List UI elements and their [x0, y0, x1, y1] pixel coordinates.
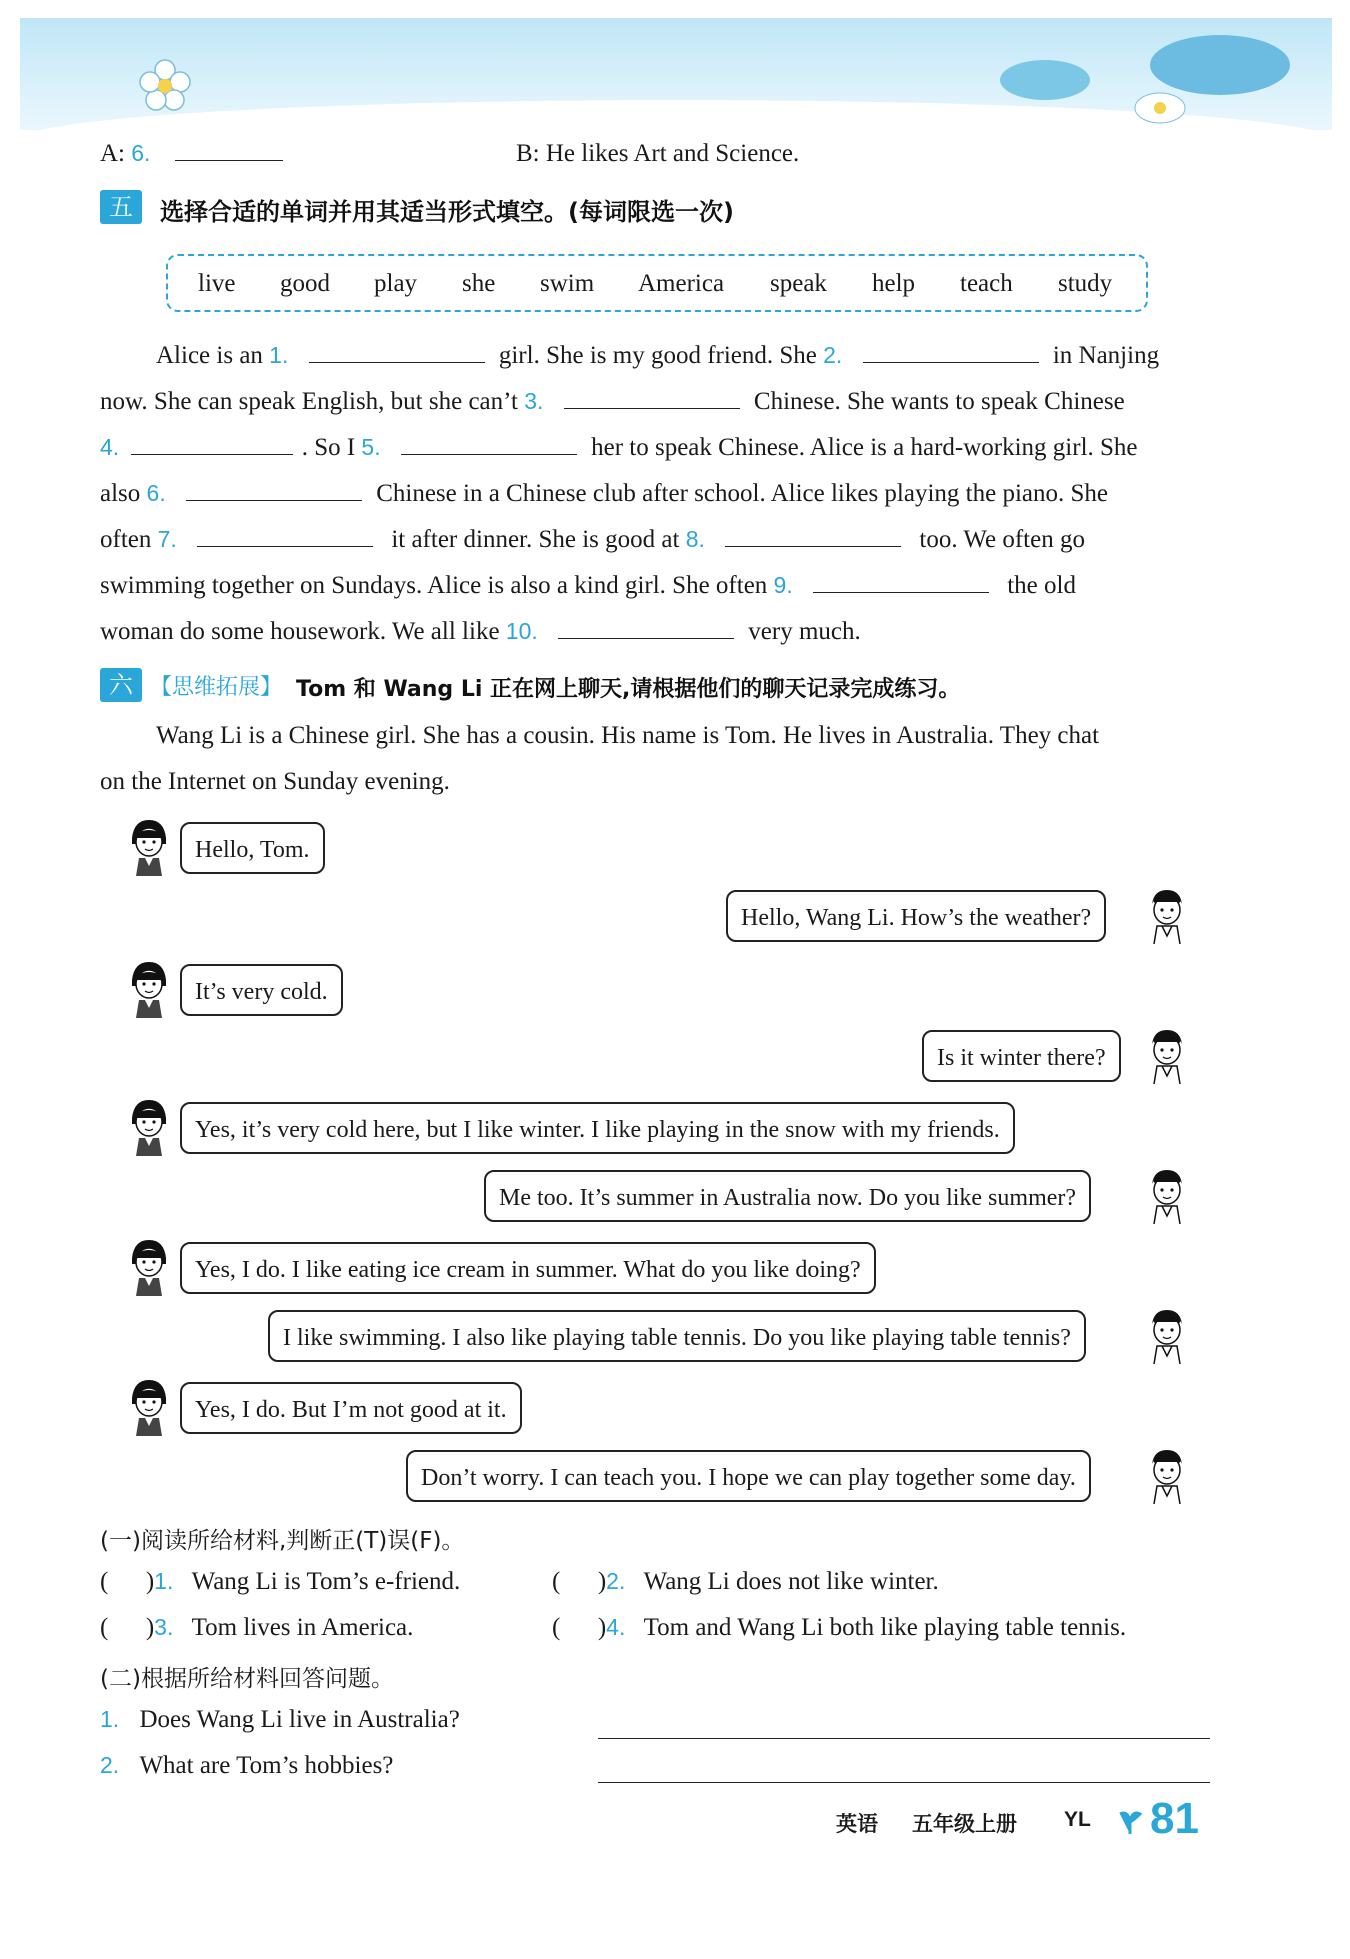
- fill-blank-1[interactable]: [309, 340, 485, 363]
- passage-text: very much.: [748, 618, 861, 645]
- tom-avatar-icon: [1144, 1306, 1190, 1364]
- flower-icon: [130, 50, 200, 120]
- item-text: Wang Li does not like winter.: [643, 1568, 939, 1595]
- passage-text: often: [100, 526, 152, 553]
- item-text: Does Wang Li live in Australia?: [139, 1706, 460, 1733]
- fill-blank-8[interactable]: [725, 524, 901, 547]
- passage-line-7: [100, 616, 861, 646]
- passage-text: Chinese in a Chinese club after school. Alice likes playing the piano. She: [376, 480, 1108, 507]
- page-number: 81: [1150, 1794, 1199, 1843]
- blank-number: 1.: [269, 342, 289, 368]
- passage-line-2: [100, 386, 1125, 416]
- passage-line-5: [100, 524, 1085, 554]
- part1-title: (一)阅读所给材料,判断正(T)误(F)。: [100, 1528, 465, 1554]
- footer-edition: YL: [1064, 1808, 1091, 1831]
- item-number: 1.: [100, 1706, 120, 1732]
- passage-line-3: [100, 432, 1138, 462]
- passage-line-1: [156, 340, 1159, 370]
- tf-item-4: [552, 1614, 1126, 1642]
- leaf-icon: [1118, 1810, 1142, 1836]
- section6-tag: 【思维拓展】: [150, 675, 283, 700]
- passage-text: Chinese. She wants to speak Chinese: [753, 388, 1125, 415]
- passage-text: her to speak Chinese. Alice is a hard-working girl. She: [591, 434, 1138, 461]
- word-bank-item: good: [280, 270, 330, 297]
- word-bank-item: live: [198, 270, 236, 297]
- item-number: 3.: [154, 1614, 174, 1640]
- passage-text: too. We often go: [919, 526, 1085, 553]
- footer-grade: 五年级上册: [912, 1812, 1017, 1836]
- chat-bubble-right: Hello, Wang Li. How’s the weather?: [726, 890, 1106, 942]
- passage-text: the old: [1007, 572, 1076, 599]
- blank-number: 4.: [100, 434, 120, 460]
- passage-text: now. She can speak English, but she can’t: [100, 388, 518, 415]
- passage-text: Alice is an: [156, 342, 263, 369]
- chat-bubble-left: It’s very cold.: [180, 964, 343, 1016]
- fill-blank-7[interactable]: [197, 524, 373, 547]
- item-number: 1.: [154, 1568, 174, 1594]
- q6-b-text: B: He likes Art and Science.: [516, 140, 800, 167]
- word-bank-item: teach: [960, 270, 1013, 297]
- section6-badge: 六: [100, 668, 142, 702]
- blank-number: 5.: [361, 434, 381, 460]
- item-number: 2.: [606, 1568, 626, 1594]
- chat-bubble-left: Hello, Tom.: [180, 822, 325, 874]
- blank-number: 9.: [773, 572, 793, 598]
- tf-item-3: [100, 1614, 413, 1642]
- tom-avatar-icon: [1144, 1446, 1190, 1504]
- chat-bubble-left: Yes, it’s very cold here, but I like winter. I like playing in the snow with my friends.: [180, 1102, 1015, 1154]
- passage-text: in Nanjing: [1052, 342, 1160, 369]
- item-number: 2.: [100, 1752, 120, 1778]
- answer-bracket[interactable]: ( ): [552, 1568, 607, 1595]
- blank-number: 8.: [685, 526, 705, 552]
- word-bank-item: play: [374, 270, 418, 297]
- blank-number: 2.: [823, 342, 843, 368]
- fill-blank-5[interactable]: [401, 432, 577, 455]
- section6-title: Tom 和 Wang Li 正在网上聊天,请根据他们的聊天记录完成练习。: [296, 677, 961, 702]
- passage-text: swimming together on Sundays. Alice is also a kind girl. She often: [100, 572, 768, 599]
- word-bank-item: she: [462, 270, 496, 297]
- blank-number: 3.: [524, 388, 544, 414]
- word-bank-item: help: [872, 270, 916, 297]
- answer-line-1[interactable]: [598, 1738, 1210, 1739]
- answer-bracket[interactable]: ( ): [100, 1614, 155, 1641]
- blank-number: 10.: [505, 618, 538, 644]
- q6-number: 6.: [131, 140, 151, 166]
- part2-title: (二)根据所给材料回答问题。: [100, 1666, 394, 1692]
- fill-blank-10[interactable]: [558, 616, 734, 639]
- passage-text: girl. She is my good friend. She: [498, 342, 817, 369]
- intro-line-2: on the Internet on Sunday evening.: [100, 768, 450, 795]
- passage-text: . So I: [301, 434, 356, 461]
- fill-blank-6[interactable]: [186, 478, 362, 501]
- passage-text: woman do some housework. We all like: [100, 618, 500, 645]
- chat-bubble-left: Yes, I do. But I’m not good at it.: [180, 1382, 522, 1434]
- word-bank-item: speak: [770, 270, 827, 297]
- question-item-1: [100, 1706, 460, 1734]
- q6-line: [100, 138, 283, 168]
- wang-li-avatar-icon: [126, 960, 172, 1018]
- fill-blank-9[interactable]: [813, 570, 989, 593]
- chat-bubble-right: Me too. It’s summer in Australia now. Do you like summer?: [484, 1170, 1091, 1222]
- answer-bracket[interactable]: ( ): [552, 1614, 607, 1641]
- item-number: 4.: [606, 1614, 626, 1640]
- answer-bracket[interactable]: ( ): [100, 1568, 155, 1595]
- fill-blank-4[interactable]: [131, 432, 293, 455]
- item-text: Tom lives in America.: [191, 1614, 414, 1641]
- chat-bubble-right: Is it winter there?: [922, 1030, 1121, 1082]
- footer-subject: 英语: [836, 1812, 878, 1836]
- chat-bubble-right: I like swimming. I also like playing table tennis. Do you like playing table tennis?: [268, 1310, 1086, 1362]
- question-item-2: [100, 1752, 393, 1780]
- passage-line-6: [100, 570, 1076, 600]
- passage-text: it after dinner. She is good at: [391, 526, 680, 553]
- item-text: Wang Li is Tom’s e-friend.: [191, 1568, 461, 1595]
- chat-bubble-left: Yes, I do. I like eating ice cream in summer. What do you like doing?: [180, 1242, 876, 1294]
- fill-blank-2[interactable]: [863, 340, 1039, 363]
- q6-blank[interactable]: [175, 138, 283, 161]
- section5-title: 选择合适的单词并用其适当形式填空。(每词限选一次): [160, 198, 734, 226]
- wang-li-avatar-icon: [126, 1098, 172, 1156]
- a-label: A:: [100, 140, 125, 167]
- tom-avatar-icon: [1144, 1026, 1190, 1084]
- passage-line-4: [100, 478, 1108, 508]
- intro-line-1: Wang Li is a Chinese girl. She has a cousin. His name is Tom. He lives in Australia. They chat: [156, 722, 1100, 749]
- word-bank-item: swim: [540, 270, 595, 297]
- tf-item-1: [100, 1568, 460, 1596]
- wang-li-avatar-icon: [126, 1378, 172, 1436]
- item-text: What are Tom’s hobbies?: [139, 1752, 394, 1779]
- answer-line-2[interactable]: [598, 1782, 1210, 1783]
- chat-bubble-right: Don’t worry. I can teach you. I hope we can play together some day.: [406, 1450, 1091, 1502]
- passage-text: also: [100, 480, 141, 507]
- tom-avatar-icon: [1144, 886, 1190, 944]
- word-bank-item: study: [1058, 270, 1113, 297]
- tom-avatar-icon: [1144, 1166, 1190, 1224]
- wang-li-avatar-icon: [126, 1238, 172, 1296]
- blank-number: 6.: [146, 480, 166, 506]
- blank-number: 7.: [157, 526, 177, 552]
- fill-blank-3[interactable]: [564, 386, 740, 409]
- tf-item-2: [552, 1568, 939, 1596]
- item-text: Tom and Wang Li both like playing table tennis.: [643, 1614, 1127, 1641]
- cloud-tree-icon: [990, 30, 1310, 130]
- word-bank-item: America: [638, 270, 725, 297]
- section5-badge: 五: [100, 190, 142, 224]
- wang-li-avatar-icon: [126, 818, 172, 876]
